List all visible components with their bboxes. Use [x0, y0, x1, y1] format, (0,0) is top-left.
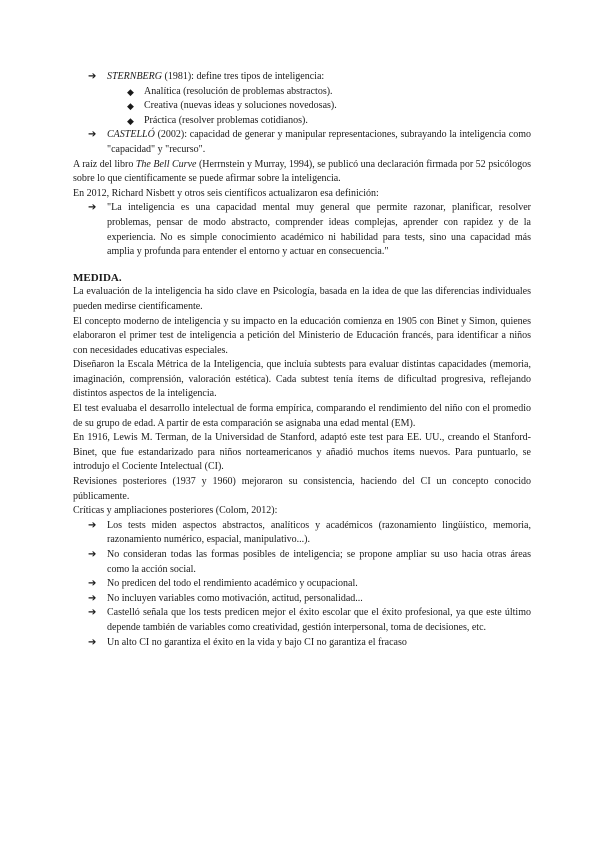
- arrow-icon: ➔: [88, 129, 97, 141]
- list-item-critica: [73, 519, 531, 548]
- arrow-icon: ➔: [88, 519, 97, 531]
- section-heading-medida: MEDIDA.: [73, 271, 122, 284]
- arrow-icon: ➔: [88, 549, 97, 560]
- list-item-text: (2002): capacidad de generar y manipular representaciones, subrayando la inteligencia como "capacidad" y "recurso".: [107, 129, 531, 155]
- author-name: STERNBERG: [107, 71, 162, 82]
- list-item-text: Castelló señala que los tests predicen mejor el éxito escolar que el éxito profesional, ya que este último depende también de variables como creatividad, gestión interpersonal, toma de decisiones, etc.: [107, 607, 531, 633]
- sub-list-item: [73, 85, 531, 100]
- list-item-text: Los tests miden aspectos abstractos, analíticos y académicos (razonamiento lingüístico, memoria, razonamiento numérico, espacial, manipulativo...).: [107, 519, 531, 546]
- paragraph: El test evaluaba el desarrollo intelectual de forma empírica, comparando el rendimiento del niño con el promedio de su grupo de edad. A partir de esta comparación se asignaba una edad mental (EM).: [73, 403, 531, 429]
- paragraph: Revisiones posteriores (1937 y 1960) mejoraron su consistencia, haciendo del CI un concepto conocido públicamente.: [73, 476, 531, 502]
- paragraph-nisbett: En 2012, Richard Nisbett y otros seis científicos actualizaron esa definición:: [73, 187, 379, 199]
- paragraph: El concepto moderno de inteligencia y su impacto en la educación comienza en 1905 con Binet y Simon, quienes elaboraron el primer test de inteligencia a petición del Ministerio de Educación francés, para identificar a niños con necesidades educativas especiales.: [73, 315, 531, 356]
- paragraph: Diseñaron la Escala Métrica de la Inteligencia, que incluía subtests para evaluar distintas capacidades (memoria, imaginación, comprensión, valoración estética). Cada subtest tenía ítems de dificultad progresiva, reflejando distintos aspectos de la inteligencia.: [73, 359, 531, 400]
- list-item-critica: [73, 606, 531, 635]
- arrow-icon: ➔: [88, 636, 97, 648]
- paragraph-bell-curve: [73, 158, 531, 187]
- list-item-text: (1981): define tres tipos de inteligencia:: [162, 71, 325, 82]
- paragraph: Críticas y ampliaciones posteriores (Colom, 2012):: [73, 505, 278, 517]
- list-item-text: No predicen del todo el rendimiento académico y ocupacional.: [107, 578, 358, 590]
- arrow-icon: ➔: [88, 202, 97, 214]
- book-title: The Bell Curve: [135, 158, 197, 170]
- list-item-critica: [73, 577, 531, 592]
- paragraph: En 1916, Lewis M. Terman, de la Universidad de Stanford, adaptó este test para EE. UU., creando el Stanford-Binet, que fue estandarizado para niños norteamericanos y añadió muchos ítems nuevos. Para puntuarlo, se introdujo el Cociente Intelectual (CI).: [73, 432, 531, 473]
- diamond-icon: ◆: [127, 86, 134, 97]
- arrow-icon: ➔: [88, 607, 97, 619]
- list-item-text: No incluyen variables como motivación, actitud, personalidad...: [107, 592, 363, 604]
- list-item-critica: [73, 592, 531, 607]
- sub-list-item: [73, 114, 531, 129]
- list-item-text: No consideran todas las formas posibles de inteligencia; se propone ampliar su uso hacia otras áreas como la acción social.: [107, 549, 531, 575]
- diamond-icon: ◆: [127, 115, 134, 126]
- list-item-castello: [73, 128, 531, 157]
- list-item-sternberg: [73, 70, 531, 85]
- list-item-critica: [73, 548, 531, 577]
- quote-text: "La inteligencia es una capacidad mental muy general que permite razonar, planificar, resolver problemas, pensar de modo abstracto, comprender ideas complejas, aprender con rapidez y de la experiencia. No es simple conocimiento académico ni habilidad para tests, sino una capacidad más amplia y profunda para entender el entorno y actuar en consecuencia.": [107, 202, 531, 258]
- paragraph-text: (Herrnstein y Murray, 1994), se publicó una declaración firmada por 52 psicólogos sobre lo que científicamente se puede afirmar sobre la inteligencia.: [73, 158, 531, 185]
- paragraph: La evaluación de la inteligencia ha sido clave en Psicología, basada en la idea de que las diferencias individuales pueden medirse científicamente.: [73, 286, 531, 312]
- paragraph-text: A raíz del libro: [73, 158, 136, 170]
- arrow-icon: ➔: [88, 578, 97, 590]
- arrow-icon: ➔: [88, 71, 97, 82]
- quote-item: [73, 201, 531, 259]
- sub-list-item-text: Analítica (resolución de problemas abstractos).: [144, 85, 333, 97]
- document-body: [73, 70, 531, 650]
- list-item-critica: [73, 636, 531, 651]
- diamond-icon: ◆: [127, 101, 134, 112]
- sub-list-item-text: Práctica (resolver problemas cotidianos).: [144, 114, 308, 126]
- list-item-text: Un alto CI no garantiza el éxito en la vida y bajo CI no garantiza el fracaso: [107, 636, 407, 648]
- arrow-icon: ➔: [88, 592, 97, 604]
- author-name: CASTELLÓ: [107, 129, 155, 141]
- sub-list-item: [73, 99, 531, 114]
- sub-list-item-text: Creativa (nuevas ideas y soluciones novedosas).: [144, 100, 337, 112]
